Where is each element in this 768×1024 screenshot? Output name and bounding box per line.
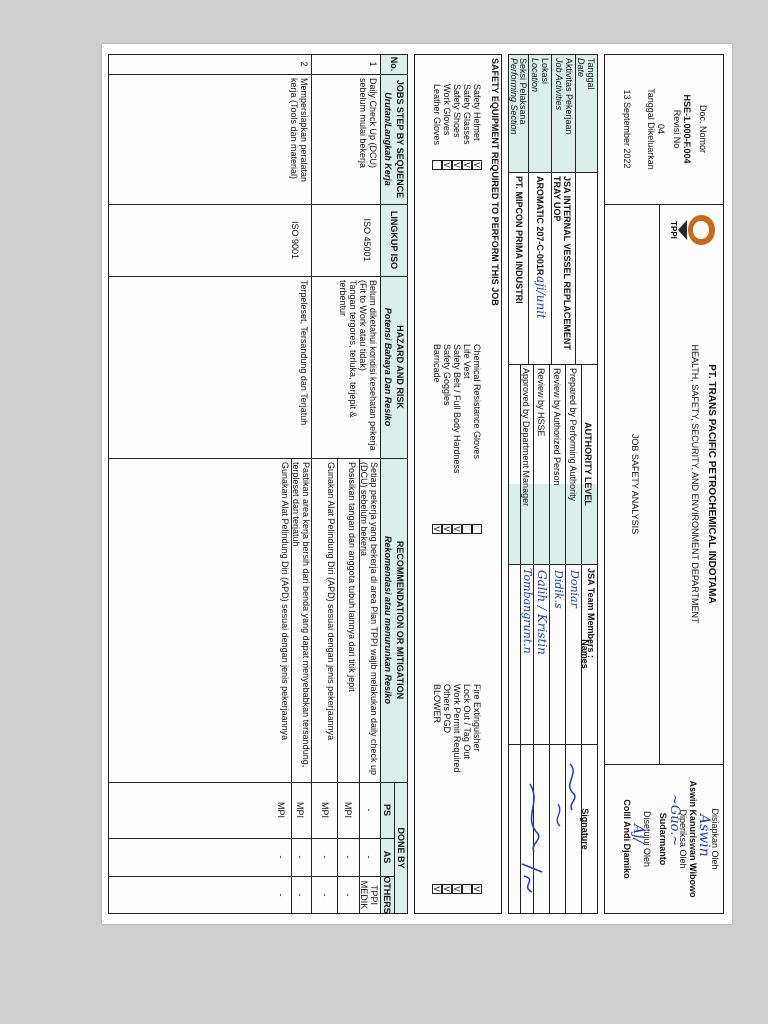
equipment-item: Chemical Resistance Gloves [472, 344, 482, 460]
rotated-form [102, 44, 732, 924]
col-as-header: AS [382, 850, 392, 864]
row-1-mitigation-a: Setiap pekerja yang bekerja di area Plan TPPI wajib melakukan daily check up (DCU) sebelum bekerja [359, 462, 379, 776]
authority-level-4: Approved by Department Manager [521, 368, 531, 507]
row-2-no: 2 [299, 61, 309, 67]
equipment-item: Barricade [432, 344, 442, 383]
col-no-header: No. [389, 56, 399, 72]
team-name-3: Galih / Kristin [535, 570, 549, 655]
equipment-checkbox[interactable]: V [452, 524, 462, 534]
checked-label: Diperiksa Oleh [678, 809, 688, 869]
equipment-item: BLOWER [432, 684, 442, 724]
form-title: JOB SAFETY ANALYSIS [630, 433, 640, 535]
section-value: PT. MIPCON PRIMA INDUSTRI [514, 176, 524, 304]
row-1-hazard-b: Tangan tergores, terluka, terjepit & terbentur [338, 280, 358, 418]
col-doneby-header: DONE BY [396, 827, 406, 869]
tppi-logo: TPPI [668, 210, 718, 250]
checked-name: Sudarmanto [658, 812, 668, 866]
row-2-hazard-a: Terpeleset, Tersandung dan Terjatuh [299, 280, 309, 426]
equipment-checkbox[interactable] [432, 160, 442, 170]
col-ps-header: PS [382, 803, 392, 816]
approved-name: Colll Andi Djamiko [622, 799, 632, 879]
team-name-4: Tombangrunt.n [521, 568, 534, 654]
jsa-team-header: JSA Team Members : [586, 568, 596, 659]
document-page [102, 44, 732, 924]
prepared-name: Aswin Kanuriswan Wibowo [688, 780, 698, 898]
row-2-iso: ISO 9001 [290, 220, 300, 260]
equipment-checkbox[interactable]: V [432, 524, 442, 534]
row-2-step: Mempersiapkan peralatan kerja (Tools dan material) [289, 78, 309, 183]
row-1-mitigation-c: Gunakan Alat Pelindung Diri (APD) sesuai dengan jenis pekerjaannya [326, 462, 336, 741]
equipment-checkbox[interactable]: V [472, 160, 482, 170]
section-label: Seksi Pelaksana [518, 58, 528, 125]
authority-level-3: Review by HSSE [536, 368, 546, 437]
equipment-item: Others PGD [442, 684, 452, 734]
activity-label-en: Job Activities [554, 58, 564, 111]
doc-number-label: Doc. Nomor [698, 104, 708, 153]
department-name: HEALTH, SAFETY, SECURITY, AND ENVIRONMENT DEPARTMENT [690, 344, 700, 624]
date-label: Tanggal [586, 58, 596, 90]
authority-level-header: AUTHORITY LEVEL [583, 422, 593, 506]
col-hazard-header: HAZARD AND RISK [395, 325, 405, 409]
doc-number: HSE-1.000-F.004 [682, 94, 692, 164]
col-steps-header: JOBS STEP BY SEQUENCE [395, 79, 405, 199]
row-1-as-c: - [320, 855, 330, 859]
checked-signature: ~Guo.~ [667, 794, 682, 847]
equipment-item: Work Permit Required [452, 684, 462, 773]
equipment-checkbox[interactable] [462, 884, 472, 894]
equipment-checkbox[interactable]: V [442, 884, 452, 894]
row-2-others-a: - [295, 893, 305, 897]
team-name-2: Didik.s [552, 570, 565, 609]
row-2-ps-a: MPI [295, 801, 305, 818]
col-others-header: OTHERS [382, 876, 392, 914]
row-1-others-a: TPPI MEDIK [359, 880, 379, 910]
col-steps-header-id: Urutan/Langkah Kerja [383, 92, 393, 186]
row-1-others-b: - [343, 893, 353, 897]
row-1-step: Daily Check Up (DCU) sebelum mulai bekerja [358, 78, 378, 169]
equipment-item: Safety Glasses [462, 84, 472, 145]
location-label-en: Location [530, 58, 540, 93]
row-2-mitigation-a: Pastikan area kerja bersih dari benda yang dapat menyebabkan tersandung, terpleset dan terjatuh [291, 462, 311, 768]
approved-signature: Aj/ [630, 824, 646, 844]
equipment-checkbox[interactable] [472, 524, 482, 534]
equipment-checkbox[interactable]: V [452, 160, 462, 170]
approved-label: Disetujui Oleh [642, 810, 652, 868]
equipment-title: SAFETY EQUIPMENT REQUIRED TO PERFORM THIS JOB [490, 58, 500, 306]
team-signatures [508, 744, 582, 914]
col-iso-header: LINGKUP ISO [389, 210, 399, 270]
col-mitigation-header-id: Rekomendasi atau menurunkan Resiko [383, 535, 393, 705]
equipment-item: Safety Goggles [442, 344, 452, 406]
row-1-no: 1 [368, 61, 378, 67]
col-hazard-header-id: Potensi Bahaya Dan Resiko [383, 307, 393, 427]
equipment-item: Fire Extinguisher [472, 684, 482, 752]
row-1-as-b: - [343, 855, 353, 859]
row-1-as-a: - [364, 855, 374, 859]
date-label-en: Date [576, 58, 586, 78]
equipment-frame [414, 54, 502, 914]
row-1-iso: ISO 45001 [362, 218, 372, 262]
equipment-checkbox[interactable]: V [442, 524, 452, 534]
team-name-1: Doniar [568, 570, 581, 608]
equipment-item: Safety Shoes [452, 84, 462, 138]
revision-label: Revisi No [672, 109, 682, 149]
row-1-hazard-a: Belum diketahui kondisi kesehatan pekerja (Fit to Work atau tidak) [358, 280, 378, 451]
revision-number: 04 [656, 123, 666, 134]
col-mitigation-header: RECOMMENDATION OR MITIGATION [395, 540, 405, 700]
equipment-checkbox[interactable]: V [472, 884, 482, 894]
location-label: Lokasi [540, 58, 550, 85]
location-value: AROMATIC 207-C-001R [535, 176, 545, 276]
section-label-en: Performing Section [509, 58, 519, 135]
activity-label: Aktivitas Pekerjaan [564, 58, 574, 135]
authority-level-1: Prepared by Performing Authority [568, 368, 578, 502]
row-2-as-a: - [295, 855, 305, 859]
issued-label: Tanggal Dikeluarkan [646, 88, 656, 170]
row-1-ps-b: MPI [343, 801, 353, 818]
activity-value: JSA INTERNAL VESSEL REPLACEMENT TRAY UOP [552, 176, 572, 350]
location-handwritten: aji/unit [534, 276, 548, 319]
equipment-checkbox[interactable]: V [442, 160, 452, 170]
row-2-others-b: - [276, 893, 286, 897]
row-2-ps-b: MPI [276, 801, 286, 818]
equipment-item: Work Gloves [442, 84, 452, 136]
equipment-checkbox[interactable] [462, 524, 472, 534]
row-2-as-b: - [276, 855, 286, 859]
equipment-item: Safety Helmet [472, 84, 482, 141]
names-header: Names [580, 639, 590, 669]
row-1-mitigation-b: Posisikan tangan dan anggota tubuh lainnya dari titik jepit [347, 462, 357, 692]
equipment-item: Safety Belt / Full Body Hardness [452, 344, 462, 474]
row-1-ps-a: - [364, 808, 374, 812]
authority-level-2: Review by Authorized Person [552, 368, 562, 486]
row-2-mitigation-b: Gunakan Alat Pelindung Diri (APD) sesuai dengan jenis pekerjaannya [280, 462, 290, 741]
equipment-checkbox[interactable]: V [462, 160, 472, 170]
equipment-item: Lock Out / Tag Out [462, 684, 472, 759]
equipment-checkbox[interactable]: V [452, 884, 462, 894]
prepared-signature: Aswin [696, 814, 712, 857]
issued-date: 13 September 2022 [622, 89, 632, 169]
row-1-ps-c: MPI [320, 801, 330, 818]
equipment-checkbox[interactable]: V [432, 884, 442, 894]
company-name: PT. TRANS PACIFIC PETROCHEMICAL INDOTAMA [706, 364, 717, 604]
prepared-label: Disiapkan Oleh [710, 808, 720, 870]
equipment-item: Life Vest [462, 344, 472, 379]
signature-header: Signature [580, 808, 590, 850]
equipment-item: Leather Gloves [432, 84, 442, 146]
row-1-others-c: - [320, 893, 330, 897]
